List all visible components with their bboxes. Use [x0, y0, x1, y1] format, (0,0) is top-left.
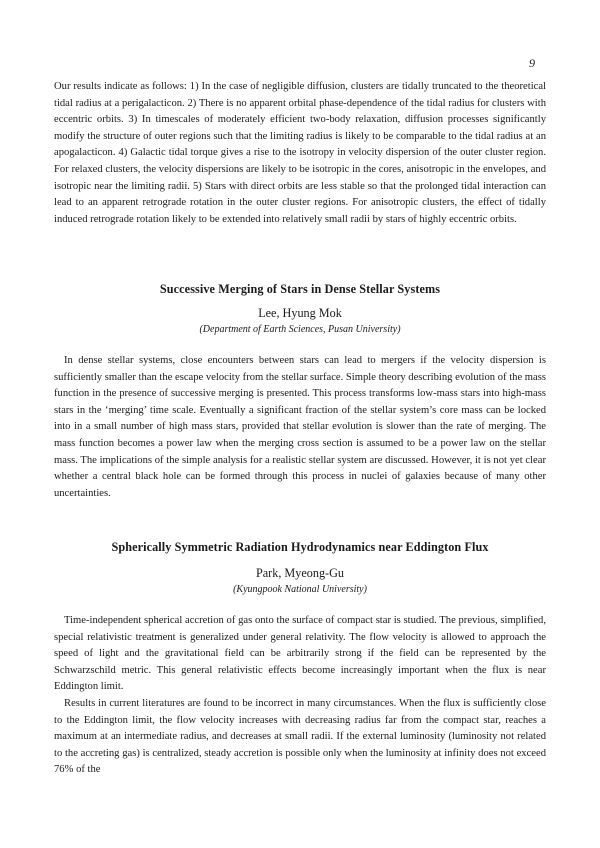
- abstract-body-merging: In dense stellar systems, close encounters between stars can lead to mergers if the velocity dispersion is sufficiently smaller than the escape velocity from the stellar surface. Simple theory describing evolution of the mass function in the presence of successive merging is presented. This process transforms low-mass stars into high-mass stars in the ‘merging’ time scale. Eventually a significant fraction of the stellar system’s core mass can be locked into in a small number of high mass stars, provided that stellar evolution is slower than the rate of merging. The mass function becomes a power law when the merging cross section is assumed to be a power law on the stellar mass. The implications of the simple analysis for a realistic stellar system are discussed. However, it is not yet clear whether a central black hole can be formed through this process in nuclei of galaxies because of many other uncertainties.: [54, 355, 546, 499]
- author-lee: Lee, Hyung Mok: [258, 306, 342, 320]
- abstract-title-radiation: Spherically Symmetric Radiation Hydrodynamics near Eddington Flux: [111, 540, 489, 554]
- affiliation-lee: (Department of Earth Sciences, Pusan University): [199, 324, 401, 335]
- intro-paragraph: Our results indicate as follows: 1) In the case of negligible diffusion, clusters are tidally truncated to the theoretical tidal radius at a perigalacticon. 2) There is no apparent orbital phase-dependence of the tidal radius for clusters with eccentric orbits. 3) In timescales of moderately efficient two-body relaxation, diffusion processes significantly modify the structure of outer regions such that the limiting radius is likely to be comparable to the tidal radius at an apogalacticon. 4) Galactic tidal torque gives a rise to the isotropy in velocity dispersion of the outer cluster region. For relaxed clusters, the velocity dispersions are likely to be isotropic in the cores, anisotropic in the envelopes, and isotropic near the limiting radii. 5) Stars with direct orbits are less stable so that the prolonged tidal interaction can lead to an apparent retrograde rotation in the outer cluster regions. For anisotropic clusters, the effect of tidally induced retrograde rotation likely to be extended into relatively small radii by stars of highly eccentric orbits.: [54, 81, 546, 225]
- affiliation-park: (Kyungpook National University): [233, 584, 367, 595]
- abstract-body-radiation-2: Results in current literatures are found to be incorrect in many circumstances. When the flux is sufficiently close to the Eddington limit, the flow velocity increases with decreasing radius far from the compact star, reaches a maximum at an intermediate radius, and decreases at small radii. If the external luminosity (luminosity not related to the accreting gas) is centralized, steady accretion is possible only when the luminosity at infinity does not exceed 76% of the: [54, 698, 546, 776]
- abstract-body-radiation-1: Time-independent spherical accretion of gas onto the surface of compact star is studied. The previous, simplified, special relativistic treatment is generalized under general relativity. The flow velocity is allowed to approach the speed of light and the gravitational field can be arbitrarily strong if the field can be represented by the Schwarzschild metric. This general relativistic effects become increasingly important when the flux is near Eddington limit.: [54, 615, 546, 693]
- page-number: 9: [529, 56, 535, 70]
- author-park: Park, Myeong-Gu: [255, 566, 344, 580]
- abstract-title-merging: Successive Merging of Stars in Dense Stellar Systems: [159, 282, 441, 296]
